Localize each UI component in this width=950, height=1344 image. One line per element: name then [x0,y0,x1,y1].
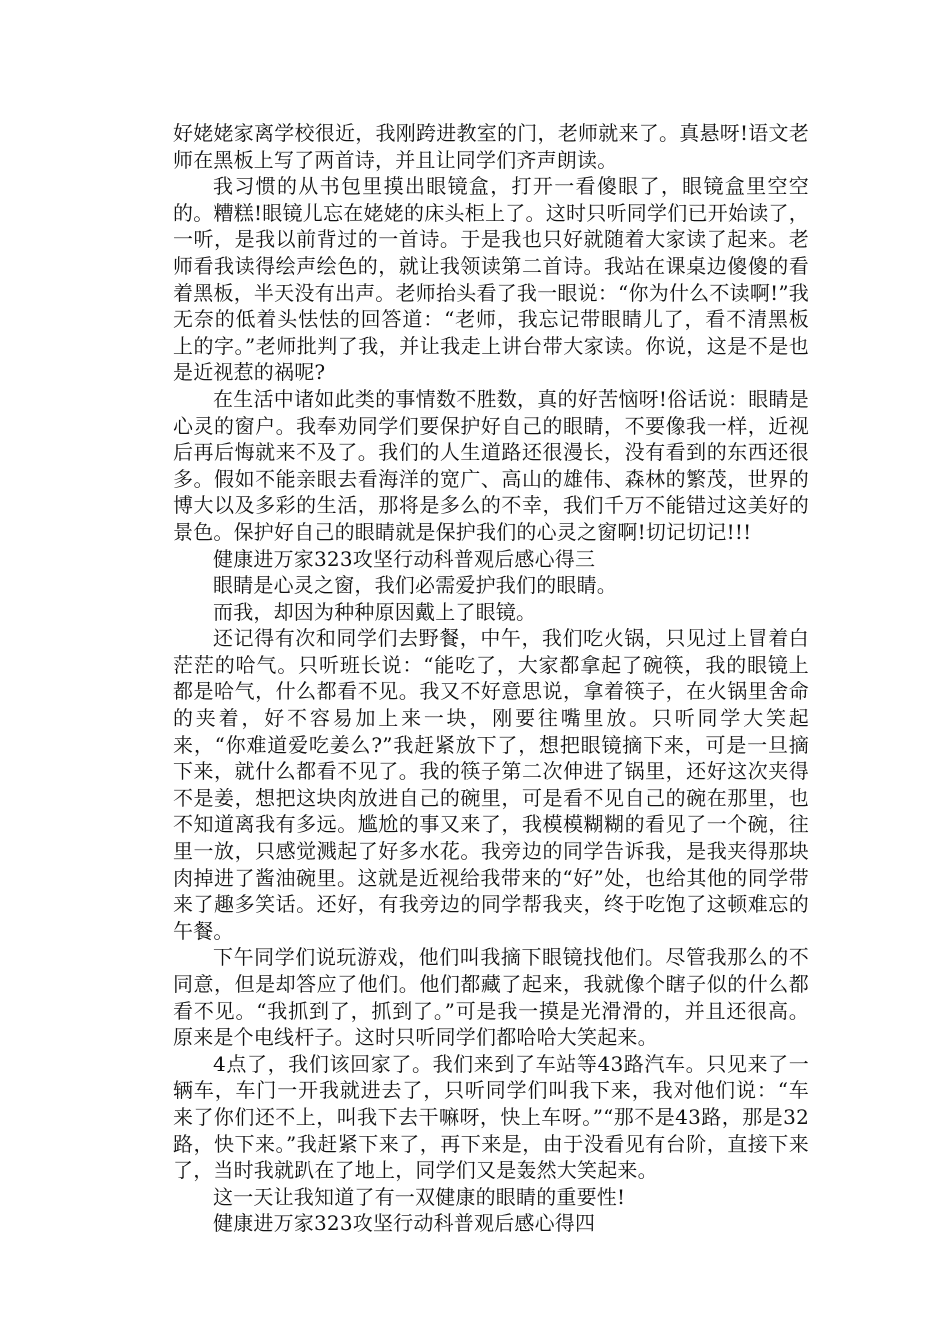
paragraph-10: 这一天让我知道了有一双健康的眼睛的重要性! [213,1184,626,1209]
paragraph-7: 还记得有次和同学们去野餐，中午，我们吃火锅，只见过上冒着白茫茫的哈气。只听班长说：“能吃了，大家都拿起了碗筷，我的眼镜上都是哈气，什么都看不见。我又不好意思说，拿着筷子，在火锅里舍命的夹着，好不容易加上来一块，刚要往嘴里放。只听同学大笑起来，“你难道爱吃姜么?”我赶紧放下了，想把眼镜摘下来，可是一旦摘下来，就什么都看不见了。我的筷子第二次伸进了锅里，还好这次夹得不是姜，想把这块肉放进自己的碗里，可是看不见自己的碗在那里，也不知道离我有多远。尴尬的事又来了，我模模糊糊的看见了一个碗，往里一放，只感觉溅起了好多水花。我旁边的同学告诉我，是我夹得那块肉掉进了酱油碗里。这就是近视给我带来的“好”处，也给其他的同学带来了趣多笑话。还好，有我旁边的同学帮我夹，终于吃饱了这顿难忘的午餐。 [173,626,809,943]
section-heading-4: 健康进万家323攻坚行动科普观后感心得四 [213,1211,596,1236]
paragraph-1: 好姥姥家离学校很近，我刚跨进教室的门，老师就来了。真悬呀!语文老师在黑板上写了两首诗，并且让同学们齐声朗读。 [173,121,809,172]
paragraph-5: 眼睛是心灵之窗，我们必需爱护我们的眼睛。 [213,573,617,598]
section-heading-3: 健康进万家323攻坚行动科普观后感心得三 [213,546,596,571]
paragraph-2: 我习惯的从书包里摸出眼镜盒，打开一看傻眼了，眼镜盒里空空的。糟糕!眼镜儿忘在姥姥的床头柜上了。这时只听同学们已开始读了，一听，是我以前背过的一首诗。于是我也只好就随着大家读了起来。老师看我读得绘声绘色的，就让我领读第二首诗。我站在课桌边傻傻的看着黑板，半天没有出声。老师抬头看了我一眼说：“你为什么不读啊!”我无奈的低着头怯怯的回答道：“老师，我忘记带眼睛儿了，看不清黑板上的字。”老师批判了我，并让我走上讲台带大家读。你说，这是不是也是近视惹的祸呢? [173,174,809,385]
paragraph-6: 而我，却因为种种原因戴上了眼镜。 [213,599,537,624]
paragraph-3: 在生活中诸如此类的事情数不胜数，真的好苦恼呀!俗话说：眼睛是心灵的窗户。我奉劝同学们要保护好自己的眼睛，不要像我一样，近视后再后悔就来不及了。我们的人生道路还很漫长，没有看到的东西还很多。假如不能亲眼去看海洋的宽广、高山的雄伟、森林的繁茂，世界的博大以及多彩的生活，那将是多么的不幸，我们千万不能错过这美好的景色。保护好自己的眼睛就是保护我们的心灵之窗啊!切记切记!!! [173,386,809,544]
paragraph-8: 下午同学们说玩游戏，他们叫我摘下眼镜找他们。尽管我那么的不同意，但是却答应了他们。他们都藏了起来，我就像个瞎子似的什么都看不见。“我抓到了，抓到了。”可是我一摸是光滑滑的，并且还很高。原来是个电线杆子。这时只听同学们都哈哈大笑起来。 [173,945,809,1050]
paragraph-9: 4点了，我们该回家了。我们来到了车站等43路汽车。只见来了一辆车，车门一开我就进去了，只听同学们叫我下来，我对他们说：“车来了你们还不上，叫我下去干嘛呀，快上车呀。”“那不是43路，那是32路，快下来。”我赶紧下来了，再下来是，由于没看见有台阶，直接下来了，当时我就趴在了地上，同学们又是轰然大笑起来。 [173,1051,809,1183]
document-body [173,120,809,1237]
